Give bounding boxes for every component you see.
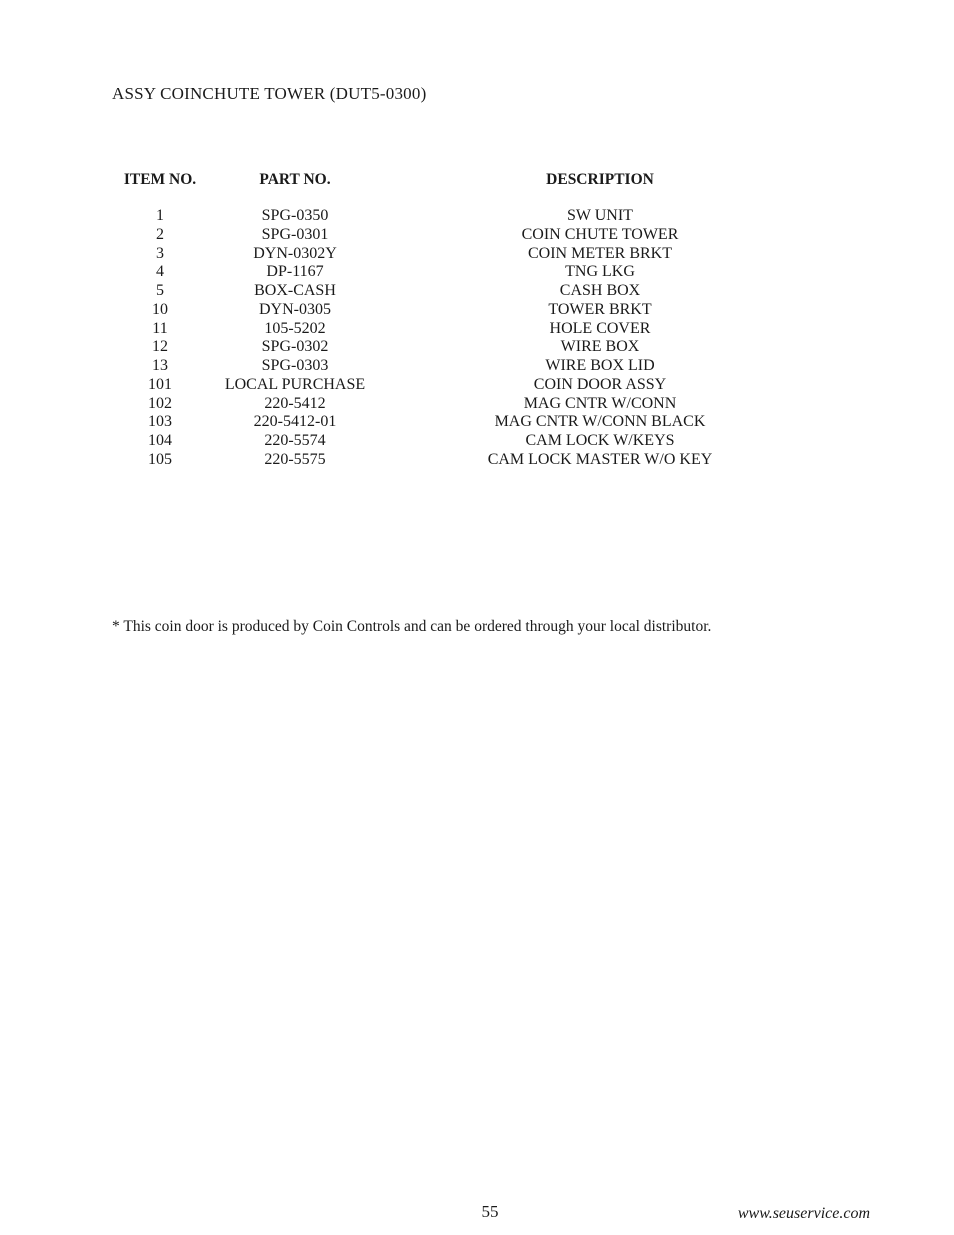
- item-no: 104: [148, 432, 172, 449]
- description: WIRE BOX: [560, 338, 640, 356]
- part-no: 220-5574: [264, 432, 326, 449]
- table-row: [0, 395, 954, 414]
- item-no: 3: [156, 244, 164, 262]
- part-no: SPG-0350: [261, 207, 329, 224]
- description: MAG CNTR W/CONN: [523, 394, 677, 412]
- header-part-no: PART NO.: [259, 171, 331, 188]
- description: WIRE BOX LID: [545, 357, 655, 374]
- table-row: [0, 263, 954, 282]
- table-row: [0, 357, 954, 376]
- description: COIN DOOR ASSY: [533, 375, 667, 393]
- item-no: 1: [156, 207, 164, 224]
- description: CASH BOX: [559, 282, 641, 299]
- item-no: 105: [148, 450, 172, 468]
- item-no: 12: [152, 338, 168, 356]
- table-row: [0, 432, 954, 451]
- part-no: BOX-CASH: [254, 282, 336, 299]
- parts-table: [0, 207, 954, 470]
- website-url: www.seuservice.com: [737, 1205, 870, 1222]
- table-row: [0, 338, 954, 357]
- page-title: ASSY COINCHUTE TOWER (DUT5-0300): [112, 84, 427, 103]
- table-row: [0, 245, 954, 264]
- footnote: * This coin door is produced by Coin Controls and can be ordered through your local distributor.: [112, 618, 712, 635]
- part-no: SPG-0302: [261, 338, 329, 356]
- part-no: 105-5202: [264, 319, 326, 337]
- table-row: [0, 282, 954, 301]
- part-no: DYN-0302Y: [253, 244, 337, 262]
- part-no: LOCAL PURCHASE: [224, 375, 366, 393]
- description: MAG CNTR W/CONN BLACK: [494, 413, 706, 431]
- part-no: 220-5412: [264, 394, 326, 412]
- item-no: 10: [152, 300, 168, 318]
- table-row: [0, 226, 954, 245]
- item-no: 2: [156, 225, 164, 243]
- part-no: DYN-0305: [259, 300, 331, 318]
- header-item-no: ITEM NO.: [123, 171, 197, 188]
- description: TOWER BRKT: [548, 300, 652, 318]
- part-no: SPG-0301: [261, 225, 329, 243]
- description: HOLE COVER: [549, 319, 651, 337]
- item-no: 11: [152, 319, 168, 337]
- item-no: 102: [148, 394, 172, 412]
- table-row: [0, 451, 954, 470]
- description: TNG LKG: [565, 263, 635, 281]
- part-no: 220-5575: [264, 450, 326, 468]
- table-header: [0, 171, 954, 191]
- table-row: [0, 413, 954, 432]
- item-no: 13: [152, 357, 168, 374]
- description: CAM LOCK MASTER W/O KEY: [487, 450, 713, 468]
- part-no: SPG-0303: [261, 357, 329, 374]
- description: CAM LOCK W/KEYS: [525, 432, 675, 449]
- table-row: [0, 320, 954, 339]
- item-no: 103: [148, 413, 172, 431]
- description: COIN METER BRKT: [528, 244, 672, 262]
- item-no: 5: [156, 282, 164, 299]
- header-description: DESCRIPTION: [546, 171, 654, 188]
- table-row: [0, 376, 954, 395]
- table-row: [0, 207, 954, 226]
- description: COIN CHUTE TOWER: [521, 225, 679, 243]
- item-no: 4: [156, 263, 164, 281]
- table-row: [0, 301, 954, 320]
- part-no: 220-5412-01: [253, 413, 337, 431]
- item-no: 101: [148, 375, 172, 393]
- page-number: 55: [481, 1202, 499, 1221]
- description: SW UNIT: [567, 207, 633, 224]
- part-no: DP-1167: [266, 263, 324, 281]
